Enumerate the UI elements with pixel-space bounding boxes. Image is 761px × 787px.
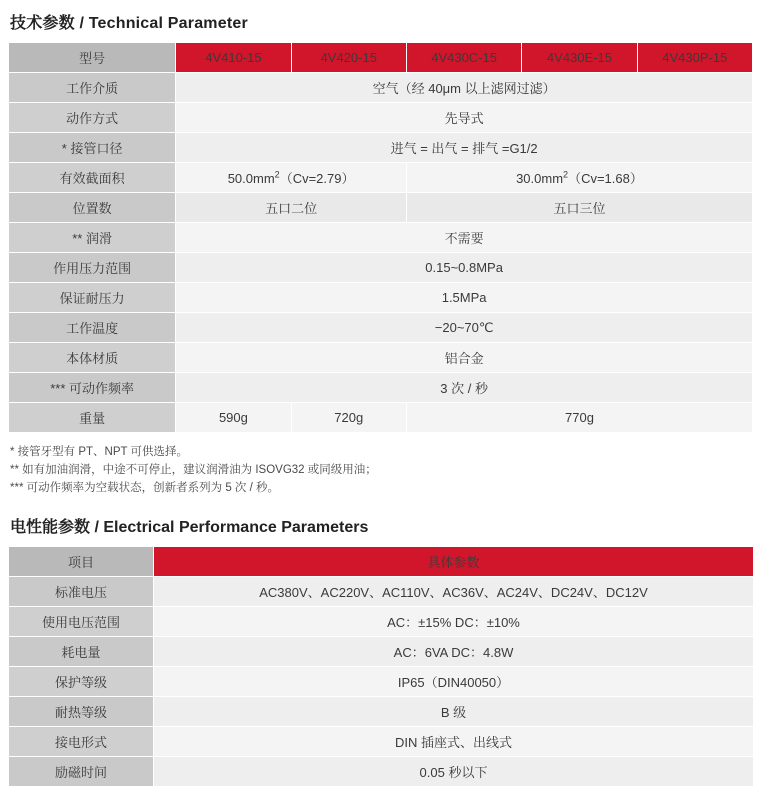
table-row [9,607,754,637]
table-row [9,667,754,697]
header-model-5: 4V430P-15 [637,43,752,73]
row-label: 位置数 [9,193,176,223]
table-row [9,283,753,313]
table-row [9,577,754,607]
row-value: AC380V、AC220V、AC110V、AC36V、AC24V、DC24V、DC12V [154,577,754,607]
row-value: IP65（DIN40050） [154,667,754,697]
row-label: ** 润滑 [9,223,176,253]
page-title: 技术参数 / Technical Parameter [10,15,248,32]
row-label: 保护等级 [9,667,154,697]
area-value-2: 30.0mm [516,171,564,186]
row-value: 五口二位 [176,193,407,223]
row-value: 0.15~0.8MPa [176,253,753,283]
table-row [9,253,753,283]
table-row [9,223,753,253]
table-row [9,343,753,373]
row-value: AC：±15% DC：±10% [154,607,754,637]
row-label: 使用电压范围 [9,607,154,637]
row-value: 0.05 秒以下 [154,757,754,787]
table-header-row [9,547,754,577]
header-label-item: 项目 [9,547,154,577]
table-row [9,163,753,193]
electrical-section-title: 电性能参数 / Electrical Performance Parameters [10,519,369,536]
note-line-3: *** 可动作频率为空载状态，创新者系列为 5 次 / 秒。 [10,482,279,494]
row-value: 五口三位 [406,193,752,223]
table-row [9,727,754,757]
header-label-value: 具体参数 [154,547,754,577]
table-row [9,757,754,787]
table-row [9,133,753,163]
row-value: 空气（经 40μm 以上滤网过滤） [176,73,753,103]
note-line-2: ** 如有加油润滑，中途不可停止，建议润滑油为 ISOVG32 或同级用油； [10,464,377,476]
row-label: *** 可动作频率 [9,373,176,403]
row-label: 接电形式 [9,727,154,757]
table-row [9,73,753,103]
row-value: 720g [291,403,406,433]
table-row [9,103,753,133]
row-label: 有效截面积 [9,163,176,193]
table-header-row [9,43,753,73]
row-value: AC：6VA DC：4.8W [154,637,754,667]
technical-parameter-table [8,42,753,433]
row-label: 标准电压 [9,577,154,607]
table-row [9,313,753,343]
row-value: 先导式 [176,103,753,133]
header-model-4: 4V430E-15 [522,43,637,73]
row-label: * 接管口径 [9,133,176,163]
section-spacer [8,497,753,514]
technical-notes [10,443,751,497]
row-label: 保证耐压力 [9,283,176,313]
row-label: 工作温度 [9,313,176,343]
row-value: 不需要 [176,223,753,253]
row-value: 590g [176,403,291,433]
row-value: 铝合金 [176,343,753,373]
row-label: 重量 [9,403,176,433]
table-row [9,193,753,223]
header-model-2: 4V420-15 [291,43,406,73]
row-label: 励磁时间 [9,757,154,787]
row-label: 耗电量 [9,637,154,667]
row-value: DIN 插座式、出线式 [154,727,754,757]
header-model-3: 4V430C-15 [406,43,521,73]
row-value [176,163,407,193]
electrical-parameter-table [8,546,754,787]
area-value-1: 50.0mm [227,171,275,186]
row-label: 本体材质 [9,343,176,373]
table-row [9,373,753,403]
row-label: 工作介质 [9,73,176,103]
area-unit-sup-2: 2 [563,169,569,180]
table-row [9,403,753,433]
row-value: −20~70℃ [176,313,753,343]
table-row [9,637,754,667]
cv-value-1: （Cv=2.79） [279,171,355,186]
row-value [406,163,752,193]
note-line-1: * 接管牙型有 PT、NPT 可供选择。 [10,446,189,458]
area-unit-sup-1: 2 [274,169,280,180]
row-label: 耐热等级 [9,697,154,727]
header-model-1: 4V410-15 [176,43,291,73]
cv-value-2: （Cv=1.68） [568,171,643,186]
table-row [9,697,754,727]
row-label: 动作方式 [9,103,176,133]
row-value: 770g [406,403,752,433]
header-label-model: 型号 [9,43,176,73]
row-value: 3 次 / 秒 [176,373,753,403]
row-value: B 级 [154,697,754,727]
row-value: 1.5MPa [176,283,753,313]
row-value: 进气 = 出气 = 排气 =G1/2 [176,133,753,163]
row-label: 作用压力范围 [9,253,176,283]
